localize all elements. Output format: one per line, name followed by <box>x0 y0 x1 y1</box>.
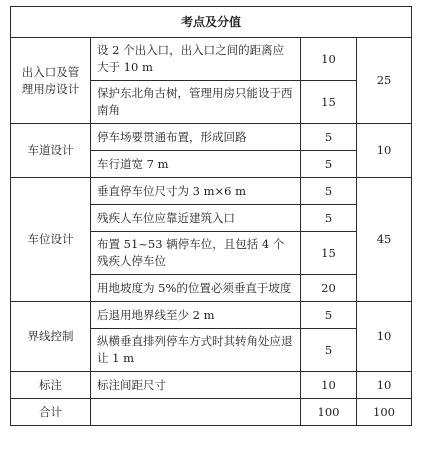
criterion-cell: 标注间距尺寸 <box>91 372 301 399</box>
points-cell: 5 <box>301 329 357 372</box>
points-cell: 15 <box>301 81 357 124</box>
points-cell: 15 <box>301 232 357 275</box>
category-cell: 出入口及管理用房设计 <box>11 38 91 124</box>
table-row <box>11 178 412 205</box>
category-cell: 车道设计 <box>11 124 91 178</box>
points-cell: 10 <box>301 38 357 81</box>
criterion-cell: 车行道宽 7 m <box>91 151 301 178</box>
points-cell: 5 <box>301 124 357 151</box>
category-cell: 标注 <box>11 372 91 399</box>
subtotal-cell: 25 <box>357 38 412 124</box>
criterion-cell: 保护东北角古树，管理用房只能设于西南角 <box>91 81 301 124</box>
criterion-cell: 后退用地界线至少 2 m <box>91 302 301 329</box>
criterion-cell: 残疾人车位应靠近建筑入口 <box>91 205 301 232</box>
criterion-cell: 纵横垂直排列停车方式时其转角处应退让 1 m <box>91 329 301 372</box>
subtotal-cell: 10 <box>357 124 412 178</box>
table-row <box>11 302 412 329</box>
criterion-cell: 停车场要贯通布置，形成回路 <box>91 124 301 151</box>
score-table <box>10 6 412 426</box>
criterion-cell: 垂直停车位尺寸为 3 m×6 m <box>91 178 301 205</box>
points-cell: 10 <box>301 372 357 399</box>
subtotal-cell: 10 <box>357 372 412 399</box>
subtotal-cell: 10 <box>357 302 412 372</box>
points-cell: 5 <box>301 205 357 232</box>
score-sheet <box>10 6 411 426</box>
points-cell: 5 <box>301 178 357 205</box>
category-cell: 界线控制 <box>11 302 91 372</box>
criterion-cell: 用地坡度为 5%的位置必须垂直于坡度 <box>91 275 301 302</box>
total-row <box>11 399 412 426</box>
table-header-row <box>11 7 412 38</box>
table-row <box>11 372 412 399</box>
points-cell: 20 <box>301 275 357 302</box>
points-cell: 5 <box>301 151 357 178</box>
points-cell: 5 <box>301 302 357 329</box>
subtotal-cell: 45 <box>357 178 412 302</box>
total-points-cell: 100 <box>301 399 357 426</box>
table-row <box>11 124 412 151</box>
total-label-cell: 合计 <box>11 399 91 426</box>
total-subtotal-cell: 100 <box>357 399 412 426</box>
criterion-cell: 布置 51~53 辆停车位，且包括 4 个残疾人停车位 <box>91 232 301 275</box>
table-row <box>11 38 412 81</box>
criterion-cell <box>91 399 301 426</box>
table-title: 考点及分值 <box>11 7 412 38</box>
criterion-cell: 设 2 个出入口，出入口之间的距离应大于 10 m <box>91 38 301 81</box>
category-cell: 车位设计 <box>11 178 91 302</box>
